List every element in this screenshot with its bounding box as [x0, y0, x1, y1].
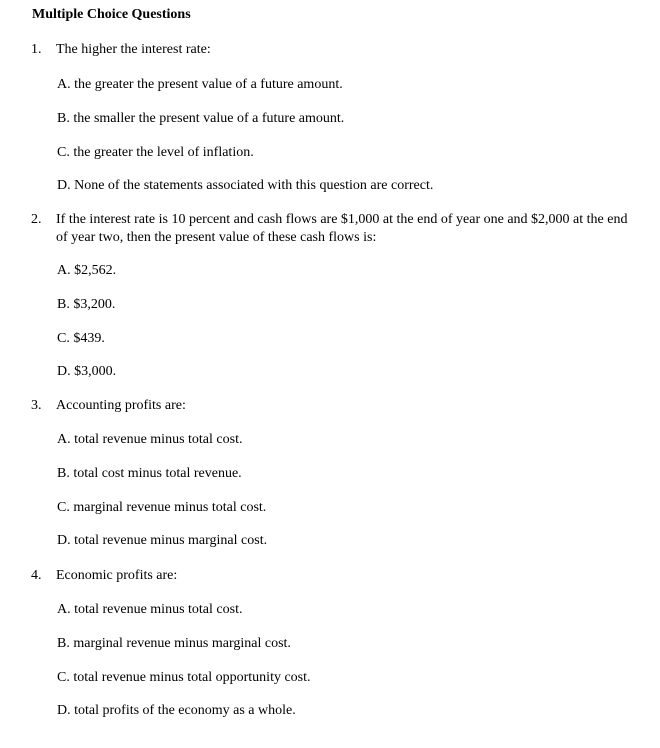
question-text: Economic profits are: — [56, 568, 178, 583]
question-1-option-a: A. the greater the present value of a future amount. — [57, 77, 343, 92]
question-text: Accounting profits are: — [56, 398, 186, 413]
question-text: If the interest rate is 10 percent and cash flows are $1,000 at the end of year one and $2,000 at the end of year two, then the present value of these cash flows is: — [56, 212, 628, 245]
question-2-option-a: A. $2,562. — [57, 263, 117, 278]
question-4-option-a: A. total revenue minus total cost. — [57, 602, 243, 617]
question-3-option-a: A. total revenue minus total cost. — [57, 432, 243, 447]
question-3-option-b: B. total cost minus total revenue. — [57, 466, 242, 481]
section-title: Multiple Choice Questions — [32, 7, 191, 22]
question-4-option-c: C. total revenue minus total opportunity cost. — [57, 670, 311, 685]
question-4-option-d: D. total profits of the economy as a whole. — [57, 703, 296, 718]
question-3-option-c: C. marginal revenue minus total cost. — [57, 500, 267, 515]
question-text: The higher the interest rate: — [56, 42, 211, 57]
question-4-option-b: B. marginal revenue minus marginal cost. — [57, 636, 291, 651]
question-1-option-d: D. None of the statements associated with this question are correct. — [57, 178, 434, 193]
question-number: 3. — [31, 398, 42, 413]
question-number: 1. — [31, 42, 42, 57]
question-2-option-c: C. $439. — [57, 331, 105, 346]
question-2-option-b: B. $3,200. — [57, 297, 116, 312]
question-number: 2. — [31, 212, 42, 227]
question-number: 4. — [31, 568, 42, 583]
question-2-option-d: D. $3,000. — [57, 364, 117, 379]
question-3-option-d: D. total revenue minus marginal cost. — [57, 533, 268, 548]
question-1-option-b: B. the smaller the present value of a future amount. — [57, 111, 345, 126]
question-1-option-c: C. the greater the level of inflation. — [57, 145, 254, 160]
